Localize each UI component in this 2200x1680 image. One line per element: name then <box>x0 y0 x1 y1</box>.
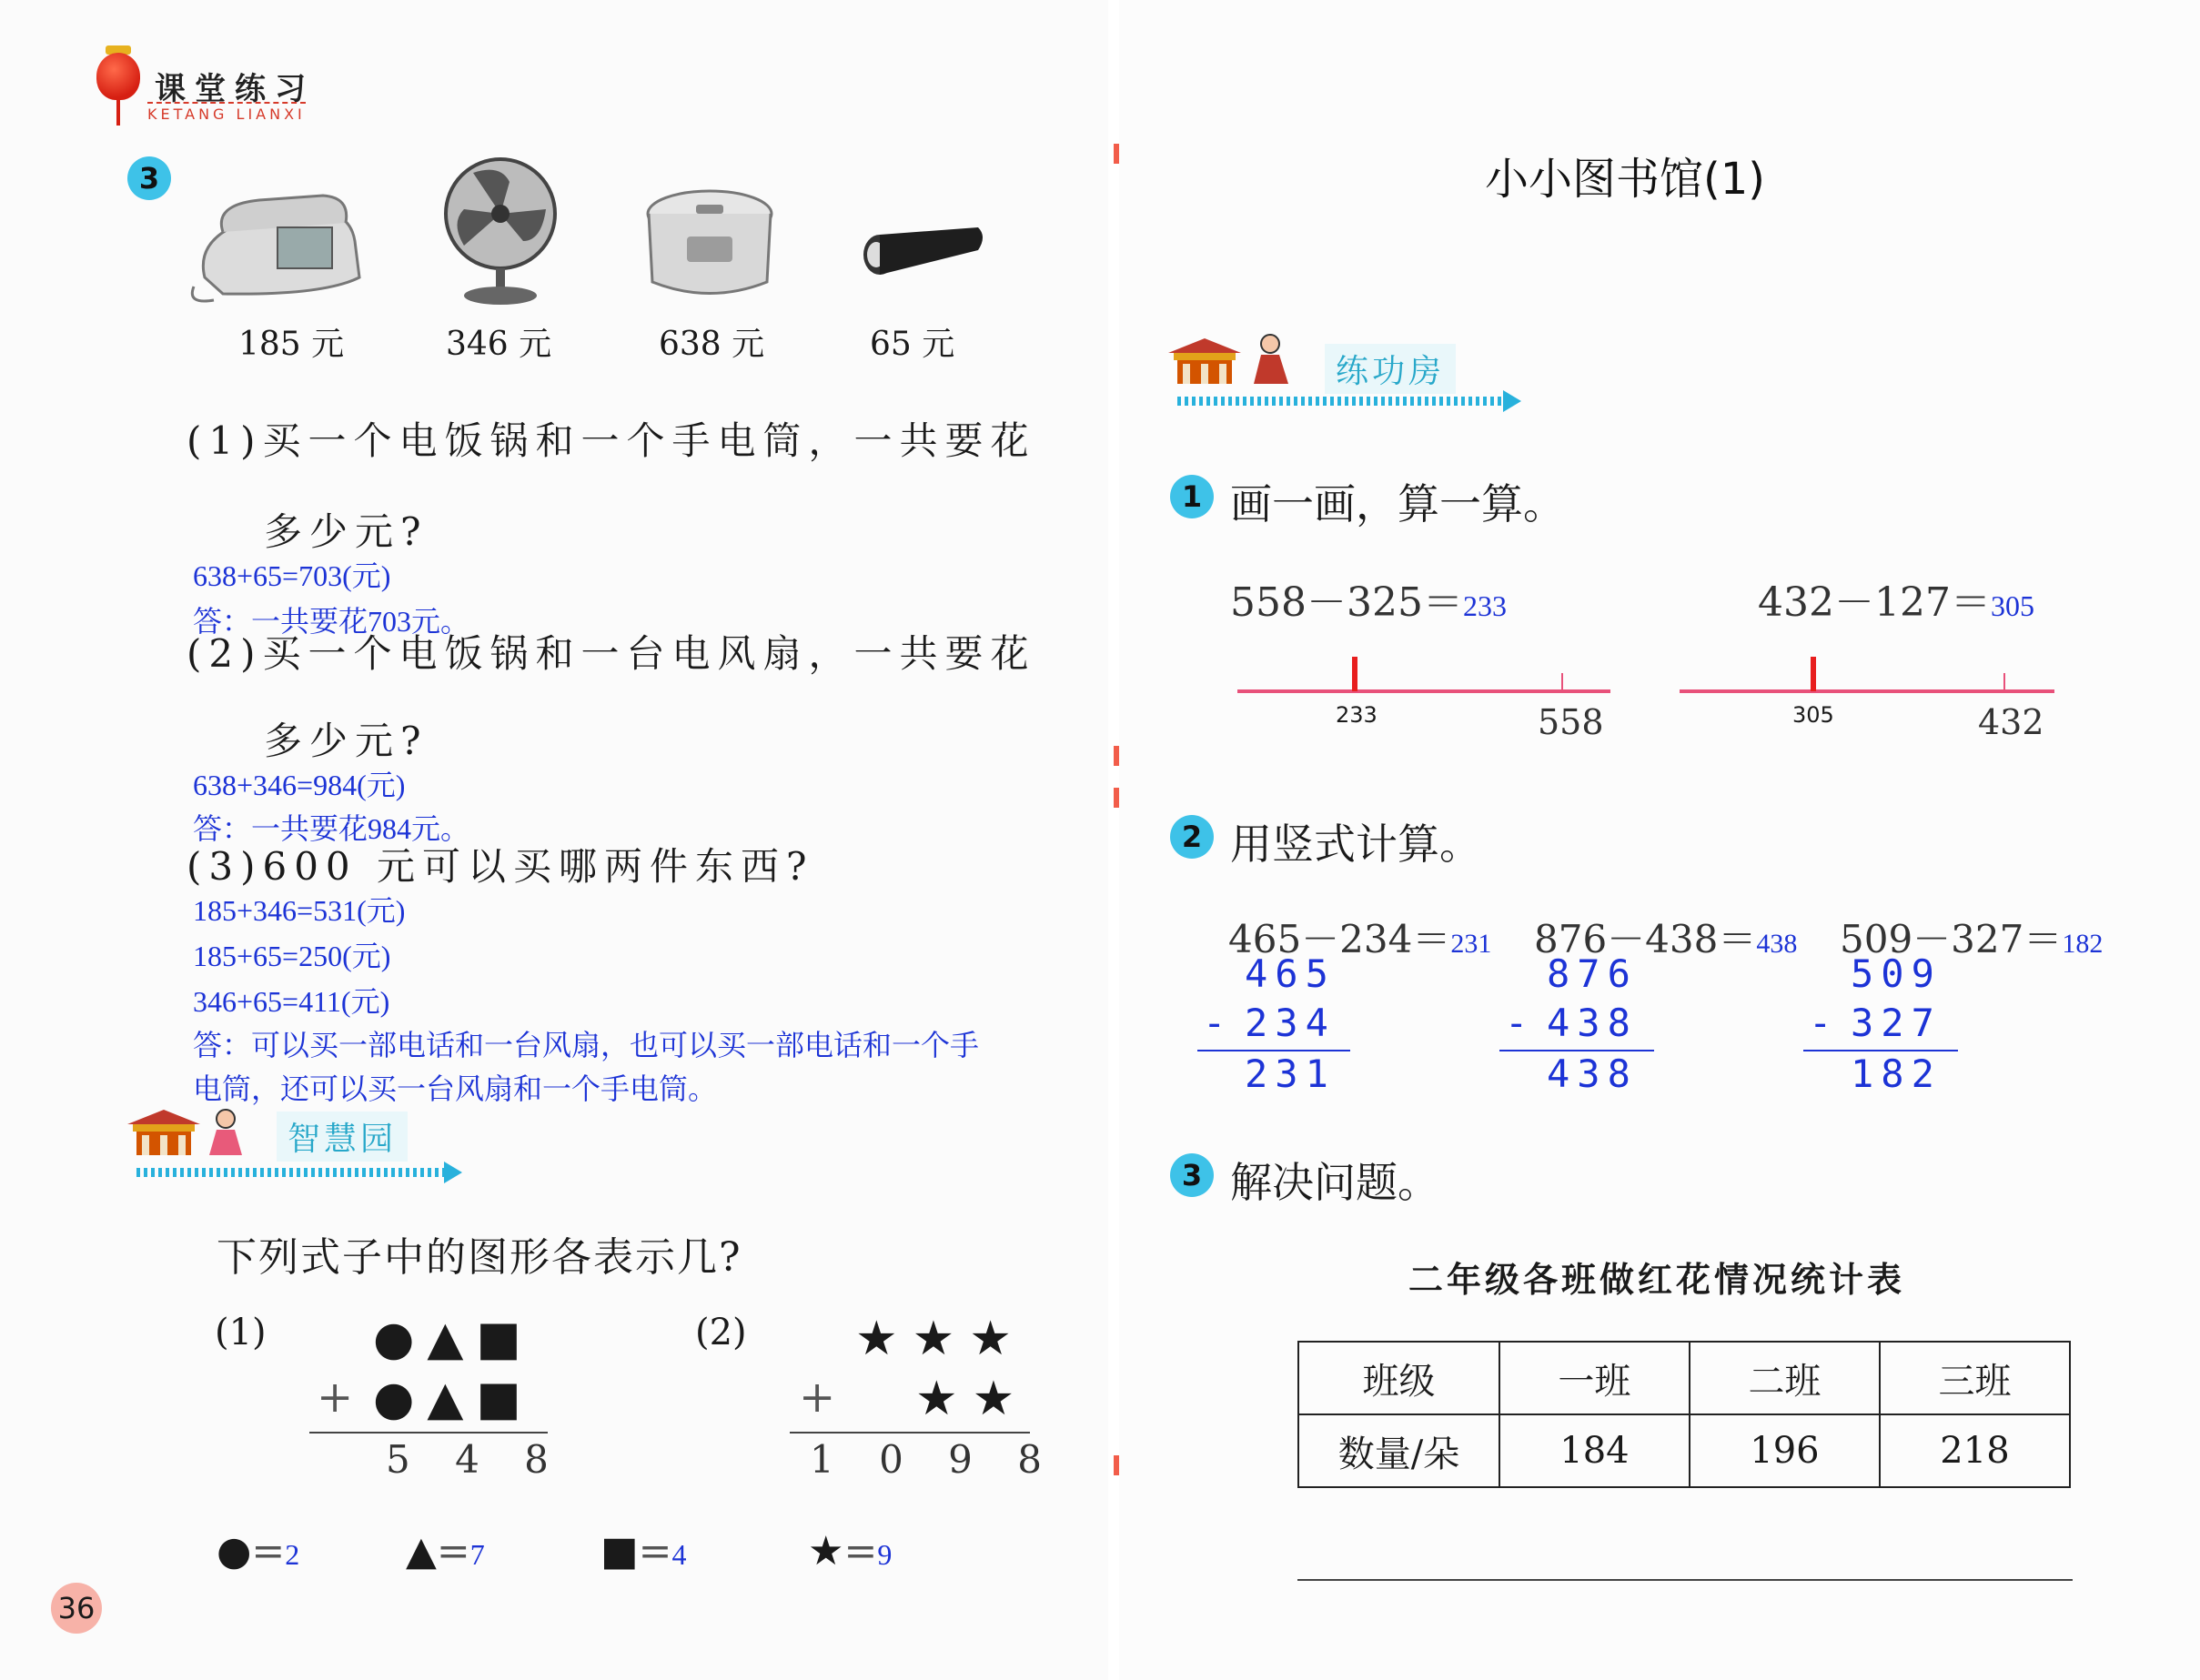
q1-eq2-expr: 432－127＝ <box>1758 579 1991 626</box>
electric-fan-icon <box>437 155 564 309</box>
question-3-title-right: 解决问题。 <box>1230 1158 1439 1207</box>
number-line-1-end-label: 558 <box>1538 702 1604 742</box>
square-value: 4 <box>671 1538 687 1571</box>
q3-part3-line1: (3)600 元可以买哪两件东西? <box>187 844 814 889</box>
wisdom-p1-result: 5 4 8 <box>386 1437 565 1482</box>
q3-part1-answer: 答：一共要花703元。 <box>193 605 470 638</box>
stats-table-header-cell: 一班 <box>1499 1342 1690 1414</box>
q1-eq2-answer: 305 <box>1990 589 2034 622</box>
header-title: 课堂练习 <box>155 71 315 107</box>
rice-cooker-icon <box>641 186 778 305</box>
wisdom-p1-row1: ●▲■ <box>373 1312 534 1366</box>
question-1-number: 1 <box>1170 475 1214 518</box>
telephone-icon <box>187 186 378 305</box>
triangle-value: 7 <box>469 1538 485 1571</box>
q2-item-2-top: 876 <box>1547 951 1638 996</box>
q3-part3-calc1: 185+346=531(元) <box>193 894 406 927</box>
wisdom-p1-plus: + <box>317 1372 354 1423</box>
q3-part3-calc2: 185+65=250(元) <box>193 940 391 972</box>
number-line-1-mark <box>1352 657 1357 691</box>
practice-banner-label: 练功房 <box>1325 344 1456 394</box>
wisdom-banner-rule <box>136 1168 446 1177</box>
right-page <box>1119 0 2200 1680</box>
star-value: 9 <box>877 1538 893 1571</box>
q2-item-1-minus: - <box>1203 1001 1234 1045</box>
wisdom-banner-label: 智慧园 <box>277 1112 408 1162</box>
wisdom-p2-result: 1 0 9 8 <box>810 1437 1058 1482</box>
boy-figure-icon <box>1248 333 1294 389</box>
q2-item-3-answer: 182 <box>2062 929 2104 959</box>
number-line-2-mark <box>1811 657 1816 691</box>
price-rice-cooker: 638 元 <box>659 326 765 363</box>
lesson-title: 小小图书馆(1) <box>1485 154 1765 205</box>
lantern-tassel <box>116 98 120 126</box>
q2-item-3-result: 182 <box>1851 1051 1942 1096</box>
wisdom-p2-plus: + <box>799 1372 836 1423</box>
q3-part1-line2: 多少元? <box>264 509 429 554</box>
price-flashlight: 65 元 <box>870 326 955 363</box>
number-line-1-tick <box>1561 673 1563 691</box>
question-3-number-right: 3 <box>1170 1153 1214 1197</box>
stats-table-cell: 数量/朵 <box>1298 1414 1499 1487</box>
number-line-1 <box>1237 689 1610 693</box>
number-line-2-end-label: 432 <box>1978 702 2044 742</box>
q1-eq2 <box>1758 569 2034 628</box>
number-line-2 <box>1680 689 2054 693</box>
q3-part3-calc3: 346+65=411(元) <box>193 985 390 1018</box>
number-line-2-tick <box>2003 673 2005 691</box>
circle-value: 2 <box>285 1538 300 1571</box>
stats-table-row <box>1298 1414 2070 1487</box>
wisdom-banner-arrow-icon <box>444 1162 462 1183</box>
stats-table-title: 二年级各班做红花情况统计表 <box>1408 1260 1906 1300</box>
wisdom-p2-row2: ★★ <box>915 1372 1030 1426</box>
wisdom-p1-rule <box>309 1432 548 1434</box>
practice-banner-arrow-icon <box>1503 390 1521 412</box>
question-2-number: 2 <box>1170 815 1214 859</box>
square-eq: = <box>638 1528 672 1574</box>
circle-eq: = <box>251 1528 286 1574</box>
q2-item-2-answer: 438 <box>1756 929 1798 959</box>
shape-answer-square <box>600 1528 686 1574</box>
q2-item-2-result: 438 <box>1547 1051 1638 1096</box>
triangle-icon: ▲ <box>406 1528 437 1574</box>
q2-item-3-minus: - <box>1809 1001 1840 1045</box>
shape-answer-circle <box>217 1528 299 1574</box>
question-2-title: 用竖式计算。 <box>1230 820 1481 869</box>
q3-part2-calc: 638+346=984(元) <box>193 769 406 801</box>
wisdom-p1-label: (1) <box>215 1312 267 1353</box>
stats-table-header-cell: 班级 <box>1298 1342 1499 1414</box>
q2-item-1-sub: 234 <box>1245 1001 1336 1045</box>
wisdom-p2-rule <box>790 1432 1030 1434</box>
q2-item-3-expr: 509－327＝ <box>1840 917 2063 961</box>
stats-table-header-row <box>1298 1342 2070 1414</box>
circle-icon: ● <box>217 1528 252 1574</box>
header-subtitle: KETANG LIANXI <box>147 102 306 123</box>
wisdom-p2-row1: ★★★ <box>855 1312 1026 1366</box>
pavilion-icon <box>1168 337 1241 389</box>
wisdom-p2-label: (2) <box>695 1312 747 1353</box>
q1-eq1 <box>1230 569 1507 628</box>
q3-part2-line1: (2)买一个电饭锅和一台电风扇，一共要花 <box>187 631 1036 676</box>
flashlight-icon <box>860 218 987 282</box>
q2-item-1-answer: 231 <box>1450 929 1492 959</box>
q1-eq1-expr: 558－325＝ <box>1230 579 1463 626</box>
stats-table-cell: 184 <box>1499 1414 1690 1487</box>
shape-answer-triangle <box>406 1528 485 1574</box>
stats-table-cell: 218 <box>1880 1414 2070 1487</box>
q2-item-2-sub: 438 <box>1547 1001 1638 1045</box>
shape-answer-star <box>808 1528 892 1574</box>
page-number: 36 <box>51 1583 102 1634</box>
q2-item-1-expr: 465－234＝ <box>1228 917 1451 961</box>
q3-part3-answer2: 电筒，还可以买一台风扇和一个手电筒。 <box>193 1072 718 1105</box>
stats-table-header-cell: 三班 <box>1880 1342 2070 1414</box>
price-fan: 346 元 <box>446 326 552 363</box>
q3-part2-line2: 多少元? <box>264 719 429 763</box>
stats-table-cell: 196 <box>1690 1414 1880 1487</box>
q2-item-2-expr: 876－438＝ <box>1534 917 1757 961</box>
answer-line <box>1297 1579 2073 1581</box>
q2-item-1-top: 465 <box>1245 951 1336 996</box>
price-telephone: 185 元 <box>238 326 345 363</box>
number-line-2-mark-label: 305 <box>1792 702 1834 728</box>
girl-figure-icon <box>206 1108 246 1161</box>
q2-item-1-result: 231 <box>1245 1051 1336 1096</box>
triangle-eq: = <box>436 1528 470 1574</box>
star-eq: = <box>843 1528 878 1574</box>
wisdom-p1-row2: ●▲■ <box>373 1372 534 1426</box>
q3-part2-answer: 答：一共要花984元。 <box>193 812 470 845</box>
question-3-number: 3 <box>127 156 171 200</box>
square-icon: ■ <box>600 1528 639 1574</box>
question-1-title: 画一画，算一算。 <box>1230 479 1565 528</box>
q1-eq1-answer: 233 <box>1462 589 1507 622</box>
star-icon: ★ <box>808 1528 844 1574</box>
q3-part1-calc: 638+65=703(元) <box>193 559 391 592</box>
wisdom-question: 下列式子中的图形各表示几? <box>217 1234 742 1281</box>
q2-item-2-minus: - <box>1505 1001 1536 1045</box>
q3-part1-line1: (1)买一个电饭锅和一个手电筒，一共要花 <box>187 418 1036 463</box>
q3-part3-answer1: 答：可以买一部电话和一台风扇，也可以买一部电话和一个手 <box>193 1029 980 1061</box>
pavilion-icon <box>127 1108 200 1161</box>
stats-table <box>1297 1341 2071 1488</box>
q2-item-3-sub: 327 <box>1851 1001 1942 1045</box>
q2-item-3-top: 509 <box>1851 951 1942 996</box>
practice-banner-rule <box>1177 397 1505 406</box>
number-line-1-mark-label: 233 <box>1336 702 1378 728</box>
lantern-icon <box>96 53 140 100</box>
stats-table-header-cell: 二班 <box>1690 1342 1880 1414</box>
